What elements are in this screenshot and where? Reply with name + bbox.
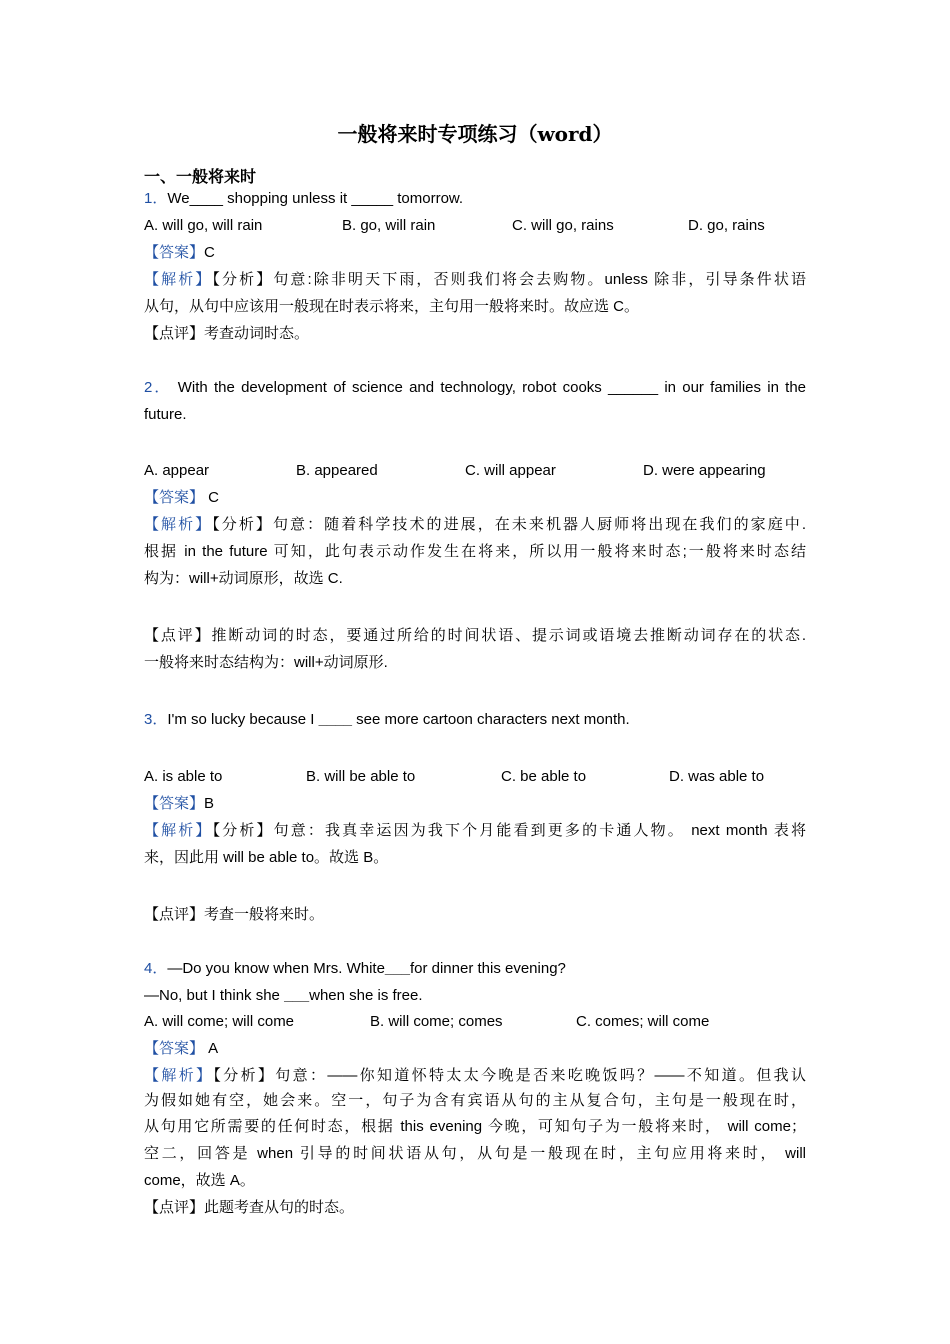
answer-label: 【答案】 (144, 489, 205, 506)
q3-option-d: D. was able to (669, 768, 765, 785)
q2-option-c: C. will appear (465, 462, 556, 479)
q2-analysis-line-2: 根据 in the future 可知，此句表示动作发生在将来，所以用一般将来时态;一般将来时态结 (144, 543, 806, 560)
q1-answer (144, 243, 806, 263)
answer-label: 【答案】 (144, 244, 205, 261)
q2-option-b: B. appeared (296, 462, 378, 479)
question-text: With the development of science and technology, robot cooks ______ in our families in the (177, 379, 807, 396)
analysis-label: 【解析】 (144, 1067, 214, 1084)
answer-value: B (204, 795, 215, 812)
question-text-end: when she is free. (309, 987, 423, 1004)
q1-option-b: B. go, will rain (342, 217, 436, 234)
comment-label: 【点评】 (144, 906, 205, 923)
analysis-text: 【分析】句意:除非明天下雨，否则我们将会去购物。unless 除非，引导条件状语 (212, 271, 806, 288)
q3-analysis-line-2: 来，因此用 will be able to。故选 B。 (144, 849, 389, 866)
q3-option-a: A. is able to (144, 768, 223, 785)
comment-label: 【点评】 (144, 1199, 205, 1216)
comment-text: 推断动词的时态，要通过所给的时间状语、提示词或语境去推断动词存在的状态. (211, 627, 806, 644)
q2-analysis-line-3: 构为：will+动词原形，故选 C. (144, 570, 343, 587)
question-text-end: for dinner this evening? (409, 960, 566, 977)
question-number: 3． (144, 711, 168, 728)
q1-analysis-line-1 (144, 270, 806, 290)
q2-comment-line-2: 一般将来时态结构为：will+动词原形. (144, 654, 388, 671)
question-number: 4． (144, 960, 168, 977)
question-3-stem (144, 710, 806, 730)
answer-blank: ____ (318, 711, 352, 728)
analysis-label: 【解析】 (144, 822, 213, 839)
q3-analysis-line-1 (144, 821, 806, 841)
question-text: We____ shopping unless it _____ tomorrow. (167, 190, 464, 207)
q4-option-a: A. will come; will come (144, 1013, 295, 1030)
comment-label: 【点评】 (144, 627, 212, 644)
q4-analysis-line-5: come，故选 A。 (144, 1172, 255, 1189)
q1-analysis-line-2: 从句，从句中应该用一般现在时表示将来，主句用一般将来时。故应选 C。 (144, 298, 640, 315)
page-title: 一般将来时专项练习（word） (337, 122, 613, 146)
q3-option-c: C. be able to (501, 768, 587, 785)
q4-comment (144, 1198, 806, 1218)
q4-option-c: C. comes; will come (576, 1013, 710, 1030)
comment-text: 此题考查从句的时态。 (204, 1199, 355, 1216)
analysis-label: 【解析】 (144, 271, 213, 288)
q2-analysis-line-1 (144, 515, 806, 535)
q4-analysis-line-2: 为假如她有空，她会来。空一，句子为含有宾语从句的主从复合句，主句是一般现在时， (144, 1092, 806, 1109)
comment-text: 考查一般将来时。 (204, 906, 325, 923)
question-text: —Do you know when Mrs. White (167, 960, 385, 977)
question-text: —No, but I think she (144, 987, 285, 1004)
analysis-text: 【分析】句意：随着科学技术的进展，在未来机器人厨师将出现在我们的家庭中. (212, 516, 806, 533)
answer-value: C (204, 489, 220, 506)
answer-value: C (204, 244, 215, 261)
q1-comment (144, 324, 806, 344)
question-4-stem (144, 959, 806, 979)
q4-analysis-line-4: 空二，回答是 when 引导的时间状语从句，从句是一般现在时，主句应用将来时， will (144, 1145, 806, 1162)
q3-answer (144, 794, 806, 814)
analysis-label: 【解析】 (144, 516, 213, 533)
question-number: 2． (144, 379, 172, 396)
question-text-end: see more cartoon characters next month. (351, 711, 630, 728)
question-1-stem (144, 189, 806, 209)
section-heading: 一、一般将来时 (144, 169, 257, 186)
q3-comment (144, 905, 806, 925)
q1-option-d: D. go, rains (688, 217, 765, 234)
q2-answer (144, 488, 806, 508)
question-4-stem-reply (144, 986, 806, 1006)
q1-option-a: A. will go, will rain (144, 217, 263, 234)
comment-label: 【点评】 (144, 325, 205, 342)
q4-analysis-line-3: 从句用它所需要的任何时态，根据 this evening 今晚，可知句子为一般将来时， will come； (144, 1118, 806, 1135)
question-number: 1． (144, 190, 168, 207)
q2-option-a: A. appear (144, 462, 210, 479)
q2-option-d: D. were appearing (643, 462, 766, 479)
question-2-stem (144, 378, 806, 398)
question-2-stem-cont: future. (144, 406, 187, 423)
analysis-text: 【分析】句意：——你知道怀特太太今晚是否来吃晚饭吗？——不知道。但我认 (213, 1067, 806, 1084)
analysis-text: 【分析】句意：我真幸运因为我下个月能看到更多的卡通人物。 next month 表将 (212, 822, 806, 839)
answer-blank: ___ (284, 987, 310, 1004)
q4-answer (144, 1039, 806, 1059)
answer-label: 【答案】 (144, 795, 205, 812)
answer-label: 【答案】 (144, 1040, 205, 1057)
comment-text: 考查动词时态。 (204, 325, 310, 342)
q1-option-c: C. will go, rains (512, 217, 614, 234)
q2-comment (144, 626, 806, 646)
answer-blank: ___ (384, 960, 410, 977)
answer-value: A (204, 1040, 219, 1057)
question-text: I'm so lucky because I (167, 711, 319, 728)
q4-option-b: B. will come; comes (370, 1013, 503, 1030)
q4-analysis-line-1 (144, 1066, 806, 1086)
q3-option-b: B. will be able to (306, 768, 416, 785)
